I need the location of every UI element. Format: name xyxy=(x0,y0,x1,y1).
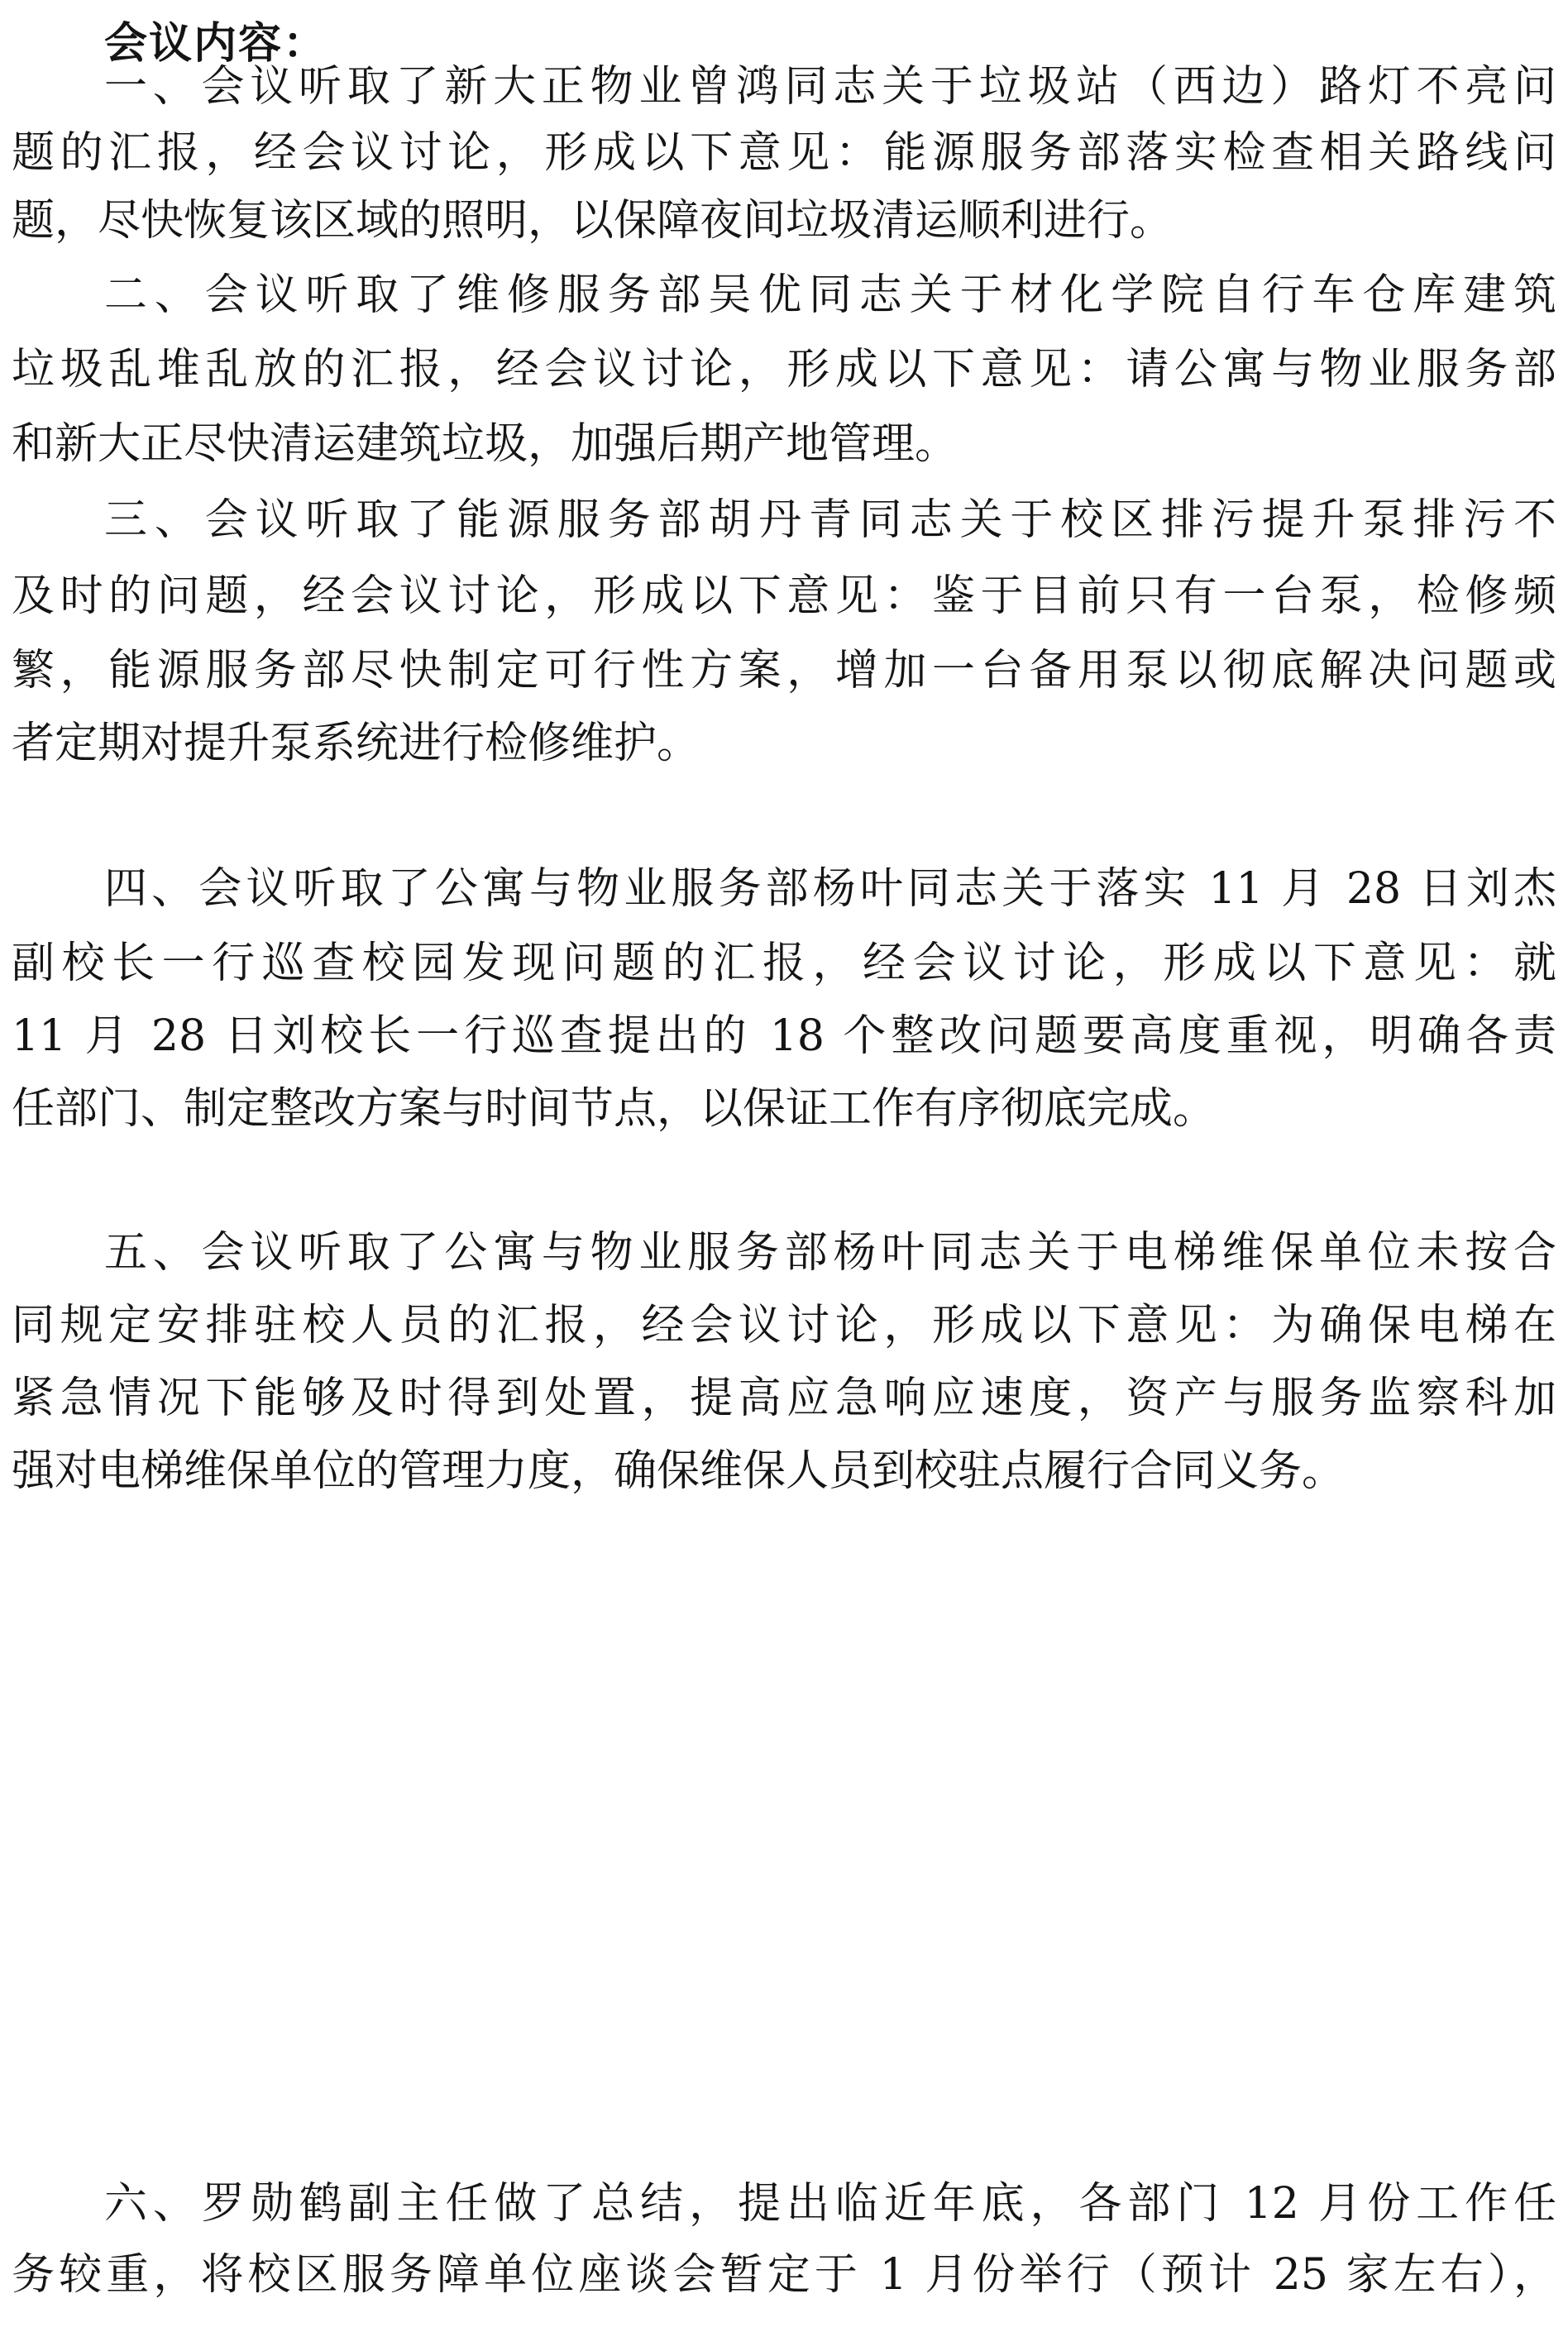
paragraph-6-line-2: 务较重，将校区服务障单位座谈会暂定于 1 月份举行（预计 25 家左右）， xyxy=(12,2250,1556,2300)
paragraph-3-line-1: 三、会议听取了能源服务部胡丹青同志关于校区排污提升泵排污不 xyxy=(104,495,1556,545)
paragraph-4-line-1: 四、会议听取了公寓与物业服务部杨叶同志关于落实 11 月 28 日刘杰 xyxy=(104,864,1556,914)
paragraph-2-line-3: 和新大正尽快清运建筑垃圾，加强后期产地管理。 xyxy=(12,419,958,469)
paragraph-3-line-4: 者定期对提升泵系统进行检修维护。 xyxy=(12,719,700,768)
paragraph-1-line-2: 题的汇报，经会议讨论，形成以下意见：能源服务部落实检查相关路线问 xyxy=(12,128,1556,178)
paragraph-5-line-2: 同规定安排驻校人员的汇报，经会议讨论，形成以下意见：为确保电梯在 xyxy=(12,1301,1556,1350)
paragraph-2-line-1: 二、会议听取了维修服务部吴优同志关于材化学院自行车仓库建筑 xyxy=(104,270,1556,320)
paragraph-3-line-2: 及时的问题，经会议讨论，形成以下意见：鉴于目前只有一台泵，检修频 xyxy=(12,571,1556,621)
paragraph-2-line-2: 垃圾乱堆乱放的汇报，经会议讨论，形成以下意见：请公寓与物业服务部 xyxy=(12,345,1556,394)
paragraph-5-line-4: 强对电梯维保单位的管理力度，确保维保人员到校驻点履行合同义务。 xyxy=(12,1446,1346,1496)
section-heading: 会议内容： xyxy=(104,18,328,69)
paragraph-5-line-3: 紧急情况下能够及时得到处置，提高应急响应速度，资产与服务监察科加 xyxy=(12,1374,1556,1423)
paragraph-1-line-1: 一、会议听取了新大正物业曾鸿同志关于垃圾站（西边）路灯不亮问 xyxy=(104,62,1556,112)
paragraph-4-line-3: 11 月 28 日刘校长一行巡查提出的 18 个整改问题要高度重视，明确各责 xyxy=(12,1011,1556,1061)
paragraph-5-line-1: 五、会议听取了公寓与物业服务部杨叶同志关于电梯维保单位未按合 xyxy=(104,1228,1556,1278)
paragraph-3-line-3: 繁，能源服务部尽快制定可行性方案，增加一台备用泵以彻底解决问题或 xyxy=(12,646,1556,695)
paragraph-4-line-2: 副校长一行巡查校园发现问题的汇报，经会议讨论，形成以下意见：就 xyxy=(12,939,1556,988)
paragraph-6-line-1: 六、罗勋鹤副主任做了总结，提出临近年底，各部门 12 月份工作任 xyxy=(104,2179,1556,2229)
paragraph-4-line-4: 任部门、制定整改方案与时间节点，以保证工作有序彻底完成。 xyxy=(12,1084,1217,1134)
paragraph-1-line-3: 题，尽快恢复该区域的照明，以保障夜间垃圾清运顺利进行。 xyxy=(12,196,1174,246)
